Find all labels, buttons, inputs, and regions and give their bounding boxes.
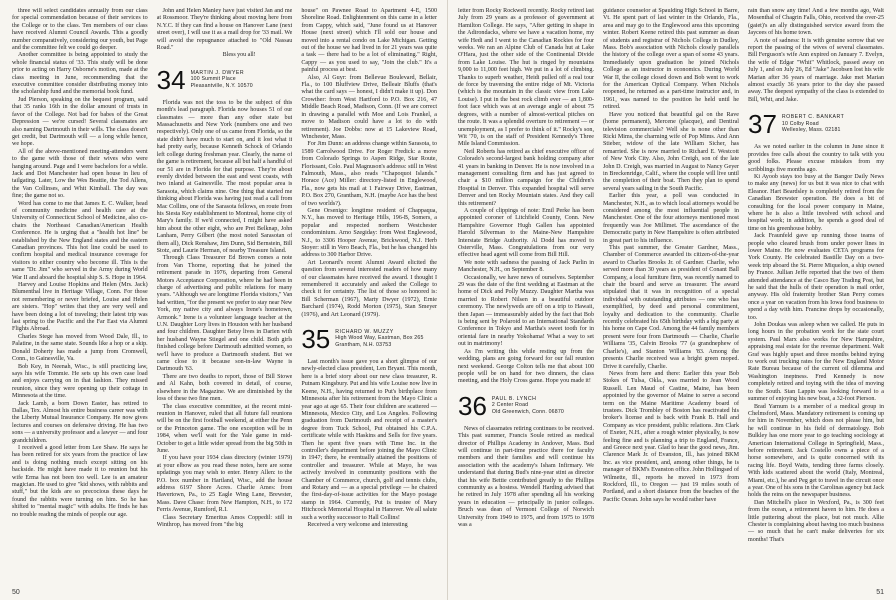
class-heading-37 xyxy=(748,109,884,140)
class-heading-35 xyxy=(301,324,437,355)
page-number: 50 xyxy=(12,589,20,596)
right-column-3 xyxy=(748,8,884,580)
address-line-2: Pleasantville, N.Y. 10570 xyxy=(190,82,253,89)
paragraph: three will select candidates annually from our class for special commendation because of their services to the College or to the class. Ten members of our class have received Alumni Council Awards. This a goodly number comparatively, considering our youth, but Page and the committee felt we could go deeper. xyxy=(12,8,148,52)
class-year-number: 35 xyxy=(301,324,331,355)
page-number: 51 xyxy=(876,589,884,596)
address-line-1: 100 Summit Place xyxy=(190,76,236,83)
paragraph: News of classmates retiring continues to be received. This past summer, Francis Soule retired as medical director of Phillips Academy in Andover, Mass. Bud will continue in part-time practice there for faculty members and their families and will continue his association with the academy's Isham Infirmary. We understand that during Bud's nine-year stint as director that his wife Bettie contributed greatly to the Phillips community as a hostess. Wendell Harding advised that he retired in July 1978 after spending all his working years in education — principally in junior colleges. Bruch was dean of Vermont College of Norwich University from 1949 to 1975, and from 1975 to 1978 was a xyxy=(458,425,594,528)
paragraph: Dan Mitchell's place in Wexford, Pa., is 300 feet from the ocean, a retirement haven to him. He does a little puttering about the place, but not much. Allie Chester is complaining about having too much business — so much that he can't make deliveries for six months! That's xyxy=(748,499,884,543)
paragraph: A note of sadness: It is with genuine sorrow that we report the passing of the wives of several classmates. Bill Ferguson's wife Ann expired on January 7. Evelyn, the wife of Edgar "Whit" Whitlock, passed away on July 1, and on July 26, Ed "Jake" Jacobsen lost his wife Marian after 36 years of marriage. Jake met Marian almost exactly 36 years prior to the day she passed away. The deepest sympathy of the class is extended to Bill, Whit, and Jake. xyxy=(748,37,884,103)
left-column-2 xyxy=(157,8,293,580)
paragraph: John and Helen Manley have just visited Jan and me at Rossmoor. They're thinking about moving here from N.Y.C. If they can find a house on Hanover Lane (next street over), I will use it as a mail drop for '33 mail. We will avoid the repugnance attached to "Old Nassau Road." xyxy=(156,8,293,52)
left-column-3 xyxy=(301,8,437,580)
class-secretary-address xyxy=(782,112,844,133)
secretary-name: RICHARD W. MUZZY xyxy=(335,329,394,336)
paragraph: Have you noticed that beautiful gal on the Rave (home permanent), Mercene (placque), and Dentiral television commercials? Well she is none other than Ricki Mims, the charming wife of Pop Mims. And Ann Stieber, widow of the late William Sicher, has remarried. She is now married to Richard E. Westcott of New York City. Also, John Creigh, son of the late John D. Creigh, was married in August to Nancy Geyer in Breckenridge, Calif., where the couple will live until the completion of their boat. Then they plan to spend several years sailing in the South Pacific. xyxy=(603,111,739,192)
address-line-1: 2 Center Road xyxy=(491,402,529,409)
paragraph: Art Leonard's recent Alumni Award elicited the question from several interested readers of how many of our classmates have received the award. I thought I remembered it accurately and asked the College to check it for certainty. The list of those so honored is: Bill Scherman (1967), Marty Dwyer (1972), Ernie Barchard (1974), Rodd Morton (1975), Stan Smeyer (1976), and Art Leonard (1979). xyxy=(301,259,438,318)
left-column-1 xyxy=(12,8,148,580)
paragraph: Charles Stege has moved from Wood Dale, Ill., to Palatine, in the same state. Sounds like a hop or a skip. Donald Doherty has made a jump from Cromwell, Conn., to Gainesville, Va. xyxy=(12,333,148,363)
right-column-1 xyxy=(458,8,594,580)
right-column-2 xyxy=(603,8,739,580)
address-line-1: High Wood Way, Eastman, Box 265 xyxy=(335,335,424,342)
paragraph: Jud Pierson, speaking on the bequest program, said that 35 ranks 16th in the dollar amount of trusts in favor of the College. Not bad for babes of the Great Depression — we're cursed! Several classmates are also naming Dartmouth in their wills. The class doesn't get credit, but Dartmouth will — a long while hence, we hope. xyxy=(12,96,148,148)
paragraph: There are two deaths to report, those of Bill Stowe and Al Kahn, both covered in detail, of course, elsewhere in the Magazine. We are diminished by the loss of these two fine men. xyxy=(156,373,293,403)
paragraph: The class executive committee, at the recent mini-reunion in Hanover, ruled that all future fall reunions will be on the first football weekend, at either the Penn or the Princeton game. The one exception will be in 1984, when we'll wait for the Yale game in mid-October to get a little wider spread from the big 50th in June. xyxy=(156,403,293,454)
paragraph: Earlier this year, a poll was conducted in Manchester, N.H., as to which local attorneys would be considered among the most influential people in Manchester. One of the four attorneys mentioned most frequently was Joe Millimet. The ascendance of the Democratic party in New Hampshire is often attributed in great part to his influence. xyxy=(603,193,739,244)
paragraph: Word has come to me that James E. C. Walker, head of community medicine and health care at the University of Connecticut School of Medicine, also co-chairs the Northeast Canadian/American Health Conference. He is urging that a "health hot line" be established by the New England states and the eastern Canadian provinces. This hot line could be used to confirm hospital and medical insurance coverage for visitors to either country who become ill. This is the same "Dr. Jim" who served in the Army during World War II and aboard the hospital ship S. S. Hope in 1964. xyxy=(12,200,148,281)
paragraph: Occasionally, we have news of ourselves. September 29 was the date of the first wedding at Eastman at the home of Dick and Polly Muzzy. Daughter Martha was married to Robert Nilsen in a beautiful outdoor ceremony. The newlyweds are off on a trip to Hawaii, then Japan — immeasurably aided by the fact that Bob is being sent by Polaroid to an International Standards Conference in Tokyo and Martha's sweet tooth for in oriental fare in nearby Yokohama! What a way to set out in matrimony! xyxy=(458,274,594,348)
paragraph: Ki Ayoob stays too busy at the Bangor Daily News to make any (news) for us but it was nice to chat with Eleanor. Hart Beardsley is completely retired from the Canadian Brewster operation. He does a bit of consulting for the local power company in Maine, where he is also a little involved with school and hospital work; in addition, he spends a good deal of time on his greenhouse hobby. xyxy=(748,173,884,232)
class-heading-34 xyxy=(156,64,293,95)
right-page-columns xyxy=(458,8,884,580)
class-secretary-address xyxy=(191,68,253,89)
paragraph: Florida was not the toss to be the subject of this month's lead paragraph. Florida now houses 51 of our classmates — more than any other state but Massachusetts and New York (numbers one and two respectively). Only one of us came from Florida, so the state didn't have much to start on, and it lost what it had pretty early, because Kenneth Schock of Orlando left college during freshman year. Clearly, the name of the game is retirement, because all but half a handful of our 51 are in Florida for that purpose. They're about evenly divided between the east and west coasts, with two inland at Gainesville. The most popular area is Sarasota, which claims nine. One thing that started me thinking about Florida was having just read a call from Mac Collins, one of the Sarasota fellows, en route from his Siesta Key establishment to Montreal, home city of Mary's family. If we'd connected, I might have asked him about the other eight, who are Pret Belknap, John Lanham, Perry Gilbert (the most noted Sarasotan of them all), Dick Renshaw, Jim Dunn, Sid Bernstein, Bill Stotz, and Laurie Herman, of nearby Treasure Island. xyxy=(156,99,293,254)
address-line-2: Old Greenwich, Conn. 06870 xyxy=(491,408,565,415)
paragraph: Jack Fraunfeld gave up running those teams of people who cleared brush from under power lines in lower Maine. He now evaluates CETA programs for York County. He celebrated Bastille Day on a two-week trip aboard the St. Pierre Miquelon, a ship owned by France. Jullian Jeffe reported that the two of them attended attendance at the Casco Bay Trading Post, but he said that the hulls of their operation is mail order, anyway. His old fraternity brother Stan Perry comes once a year on vacation from his Iowa food business to spend a day with him. Francine drops by occasionally, too. xyxy=(748,233,884,321)
address-line-1: 10 Colby Road xyxy=(781,120,819,127)
paragraph: house" on Pawnee Road to Apartment 4-E, 1500 Shoreline Road. Enlightenment on this came in a letter from Cappy, which said, "June found us at Hanover House (next street) which I'll sold our house and moved into a rental condo on Lake Michigan. Getting out of the house we had lived in for 21 years was quite a task — there had to be a lot of eliminating." Right, Cappy — as you used to say, "Join the club." It's a painful process at best. xyxy=(301,8,438,74)
left-page-columns xyxy=(12,8,437,580)
right-page xyxy=(448,0,896,600)
paragraph: Brad Yarnum is a member of a medical group in Chelmsford, Mass. Mandatory retirement is coming up for him in November, which does not please him, but he will continue in his field of dermatology. Bob Bulkley has one more year to go teaching sociology at American International College in Springfield, Mass., before retirement. Jack Costello owns a piece of a horse somewhere, and is quite concerned with its racing life. Boyd Watts, tending three farms closely. With kids scattered about the world (Italy, Montreal, Miami, etc.), he and Peg get to travel in the circuit once a year. One of his sons in the Carolinas agency but Jack holds the reins on the newspaper business. xyxy=(748,403,884,499)
paragraph: letter from Rocky Rockwell recently. Rocky retired last July from 29 years as a professor of government at Hamilton College. He says, "After getting in shape in the Adirondacks, where we have a vacation home, my wife Hedi and I went to the Canadian Rockies for four weeks. We ran an Alpine Club of Canada hut at Lake O'Hara, just the other side of the Continental Divide from Lake Louise. The hut is ringed by mountains 9,000 to 11,000 feet high. We put in a lot of climbing. Thanks to superb weather, Heidi pulled off a real tour de force by traversing the entire ridge of Mt. Victoria (which is the mountain in the classic view from Lake Louise). I put in the best rock climb ever — an 1,800-foot face which was at an average angle of about 75 degrees, with a number of almost-vertical pitches on the route. It was a splendid overture to retirement — or unemployment, as I prefer to think of it." Rocky's son, Wit '70, is on the staff of President Kennedy's Three Mile Island Commission. xyxy=(458,8,594,148)
paragraph: Harvey and Louise Hopkins and Helen (Mrs. Jack) Blumenthal live in Heritage Village, Conn. For those not remembering or never briefed, Louise and Helen are sisters. "Hop" writes that they are very well and have been doing a lot of traveling; their latest trip was last spring to the Pacific and the Far East via Alumni Flights Abroad. xyxy=(12,282,148,333)
paragraph: Neil Roberts has retired as chief executive officer of Colorado's second-largest bank holding company after 41 years in banking in Denver. He is now involved in a management consulting firm and has just agreed to chair a $10 million campaign for the Children's Hospital in Denver. This expanded hospital will serve Denver and ten Rocky Mountain states. And they call this retirement? xyxy=(458,148,594,207)
class-secretary-address xyxy=(335,327,423,348)
secretary-name: PAUL B. LYNCH xyxy=(491,395,537,402)
paragraph: For Jim Dunn: an address change within Sarasota, to 1589 Carrolwood Drive. For Roger Fredick: a move from Colorado Springs to Aspen Ridge, Star Route, Florissant, Colo. Paul Magnuson's address: still in West Falmouth, Mass., also reads "Chapoquoi Islands." Horace (Ace) Miller: directory-listed in Englewood, Fla., now gets his mail at 1 Fairway Drive, Eastman, P.O. Box 270, Grantham, N.H. (maybe Ace has the best of two worlds?). xyxy=(301,141,438,207)
paragraph: John Doukas was asleep when we called. He puts in long hours in the probation work for the state court system. Paul Marx also works for New Hampshire, appraising real estate for the revenue department. Walt Graf was highly upset and three months behind trying to work out trucking rates for the New England Motor Rate Bureau because of the current oil dilemma and Washington ineptness. Fred Kennedy is now completely retired and toying with the idea of moving to the South. Stan Lappin was looking forward to a summer of enjoying his new boat, a 32-foot Pierson. xyxy=(748,322,884,403)
paragraph: A couple of clippings of note: Emil Perke has been appointed coroner of Litchfield County, Conn. New Hampshire Governor Hugh Gallen has appointed Harold Silverman to the Maine-New Hampshire Interstate Bridge Authority. Al Dodd has moved to Osterville, Mass. Congratulations from our very effective head agent will come from Bill Hill. xyxy=(458,207,594,259)
paragraph: News from here and there: Earlier this year Bob Stokes of Tulsa, Okla., was married to Jean Wood Russell. Len Maud of Castine, Maine, has been appointed by the governor of Maine to serve a second term on the Maine Maritime Academy board of trustees. Dick Trombley of Boston has reactivated his broker's license and is back with Frank B. Hall and Company as vice president, public relations. Jim Clark of Exeter, N.H., after a rough winter physically, is now feeling fine and is planning a trip to England, France, and Greece next year. Glad to hear the good news, Jim. Clarence Mark Jr. of Evanston, Ill., has joined BKM Inc. as vice president, and, among other things, he is manager of BKM's Evanston office. John Hollingsed of Wilmette, Ill., reports he moved in 1973 from Rockford, Ill., to Oregon — just 19 miles south of Portland, and a short distance from the beaches of the Pacific Ocean. John says he would rather have xyxy=(603,370,739,503)
paragraph: This past summer, the Greater Gardner, Mass., Chamber of Commerce awarded its citizen-of-the-year award to Charles Brooks Jr. of Gardner. Charlie, who served more than 30 years as president of Conant Ball Company, a local furniture firm, was recently named to chair the board and serve as treasurer. The award stipulated that it was in recognition of a special individual with outstanding attributes — one who has exemplified, by deed and personal commitment, loyalty and dedication to the community. Charlie recently celebrated his 65th birthday with a big party at his home on Cape Cod. Among the 44 family members present were four from Dartmouth — Charlie, Charlie Williams '35, Calvin Brooks '77 (a grandnephew of Charlie's), and Stanton Williams '83. Among the presents Charlie received was a bright green moped. Drive it carefully, Charlie. xyxy=(603,245,739,370)
paragraph: Gene Orsenigo: longtime resident of Chappaqua, N.Y., has moved to Heritage Hills, 196-B, Somers, a popular and respected northern Westchester condominium. Arno Szegiday: from West Englewood, N.J., to 3306 Hooper Avenue, Brickwood, N.J. Herb Stoyer: still in Vero Beach, Fla., but he has changed his address to 300 Harbor Drive. xyxy=(301,207,438,259)
paragraph: Another committee is being appointed to study the whole financial status of '33. This study will be done prior to acting on Harry Osborne's motion, made at the class meeting in June, recommending that the executive committee consider distributing money into the scholarship fund and the memorial book fund. xyxy=(12,52,148,96)
address-line-2: Wellesley, Mass. 02181 xyxy=(781,127,841,134)
class-year-number: 36 xyxy=(458,390,487,421)
paragraph: As we noted earlier in the column in June since it provides free calls about the country to talk with you good folks. Please excuse mistakes from my scribblings five months ago. xyxy=(748,144,884,173)
paragraph: As I'm writing this while resting up from the wedding, plans are going forward for our fall reunion next weekend. George Colton tells me that about 100 people will be on hand for two dinners, the class meeting, and the Holy Cross game. Hope you made it! xyxy=(458,348,594,385)
secretary-name: ROBERT C. BANKART xyxy=(781,114,845,121)
paragraph: Also, Al Guyr: from Bellevue Boulevard, Bellair, Fla., to 100 Bluffview Drive, Belleair Bluffs (that's what the card says — honest, I didn't make it up). Don Crowther: from West Hartford to P.O. Box 216, 47 Middle Beach Road, Madison, Conn. (If we are correct in drawing a parallel with Moe and Lois Frankel, a move to Madison could have a lot to do with retirement). Joe Dobbs: now at 15 Lakeview Road, Winchester, Mass. xyxy=(301,74,438,140)
class-year-number: 37 xyxy=(748,109,777,140)
paragraph: Jack Lamb, a born Down Easter, has retired to Dallas, Tex. Almost his entire business career was with the Liberty Mutual Insurance Company. He now gives lectures and courses on defensive driving. He has two sons — a university professor and a lawyer — and four grandchildren. xyxy=(12,400,148,444)
paragraph: I received a good letter from Lee Shaw. He says he has been retired for six years from the practice of law and is doing nothing much except sitting on his backside. He might have made it to reunion but his wife Erma has not been too well. Lee is an amateur magician. He used to give "kid shows, with rabbits and stuff," but the kids are so precocious these days he found the rabbits were turning on him. So he has shifted to "mental magic" with adults. He finds he has no trouble reading the minds of people our age. xyxy=(12,444,148,518)
paragraph: Class Secretary Emeritus Amos Coppedil: still in Winthrop, has moved from "the big xyxy=(156,514,293,528)
secretary-name: MARTIN J. DWYER xyxy=(190,69,245,76)
address-line-2: Grantham, N.H. 03753 xyxy=(335,341,392,348)
paragraph: All of the above-mentioned meeting-attenders went to the game with those of their wives who were hanging around. Page and I were bachelors for a while. Jack and Dot Manchester had open house in lieu of tailgating. Later, Low the Wes Beattie, the Tod Allens, the Van Collinses, and Whit Kimball. The day was fine; the game not so. xyxy=(12,148,148,200)
paragraph: Bob Key, in Neenah, Wisc., is still practicing law, says his wife Tommie. He sets up his own case load and enjoys carrying on in that fashion. They missed reunion, since they were opening up their cottage in Minnesota at the time. xyxy=(12,363,148,400)
paragraph: Through Class Treasurer Ed Brown comes a note from Van Thorne, reporting that he joined the retirement parade in 1976, departing from General Motors Acceptance Corporation, where he had been in charge of advertising and public relations for many years. "Although we are longtime Florida visitors," Van had written, "for the present we prefer to stay near New York, my native city and always Irene's hometown, Armonk." Irene is a volunteer language teacher at the U.N. Daughter Lory lives in Houston with her husband and four children. Daughter Betsy lives in Darien with her husband Wayne Stiegel and one child. Both girls finished college before Dartmouth admitted women, so we'll have to produce a Dartmouth student. But we came close to it because son-in-law Wayne is Dartmouth '63. xyxy=(156,255,293,373)
paragraph: Received a very welcome and interesting xyxy=(307,522,408,528)
paragraph: rain than snow any time! And a few months ago, Walt Mosenthal of Chagrin Falls, Ohio, received the over-25 (gaiet)'s an ally distinguished service award from the Jaycees of his home town. xyxy=(748,8,884,37)
paragraph: guidance counselor at Spaulding High School in Barre, Vt. He spent part of last winter in the Orlando, Fla., area and may go to the Englewood area this upcoming winter. Robert Keene retired this past summer as dean of students and registrar of Nichols College in Dudley, Mass. Bob's association with Nichols closely parallels the history of the college over a span of some 43 years. Immediately upon graduation he joined Nichols College as an instructor in economics. During World War II, the college closed down and Bob went to work for the American Optical Company. When Nichols reopened, he returned as a part-time instructor and, in 1961, was named to the position he held until he retired. xyxy=(603,8,739,111)
paragraph: Last month's issue gave you a short glimpse of our newly-elected class president, Len Bryant. This month, here is a brief story about our new class treasurer, R. Putnam Kingsbury. Put and his wife Louise now live in Keene, N.H., having returned to Put's birthplace from Minnesota after his retirement from the Mayo Clinic a year ago at age 65. Their four children are scattered — Minnesota, Mexico City, and Los Angeles. Following graduation from Dartmouth and receipt of a master's degree from Tuck School, Put obtained his C.P.A. certificate while with Haskins and Sells for five years. Then he spent five years with Time Inc. in the controller's department before joining the Mayo Clinic in 1947; there, he eventually attained the positions of controller and treasurer. While at Mayo, he was actively involved in community positions with the Chamber of Commerce, church, golf and tennis clubs, and Rotary and — as a special privilege — he chaired the first-day-of-issue activities for the Mayo postage stamp in 1964. Currently, Put is trustee of Mary Hitchcock Memorial Hospital in Hanover. We all salute such a worthy successor to Hall Collins! xyxy=(301,359,438,521)
class-year-number: 34 xyxy=(156,64,186,95)
class-heading-36 xyxy=(458,390,594,421)
column-signoff: Bless you all! xyxy=(222,52,256,59)
paragraph: If you have your 1934 class directory (winter 1979) at your elbow as you read these notes, here are some updatings you may wish to enter. Henry Allen: to the P.O. box number in Hartland, Wisc., add the house address 6197 Shore Acres. Charlie Ames: from Havertown, Pa., to 25 Eagle Wing Lane, Brewster, Mass. Dave Chase: from New Hampton, N.H., to 172 Ferris Avenue, Rumford, R.I. xyxy=(156,455,293,514)
paragraph: We note with sadness the passing of Jack Parlin in Manchester, N.H., on September 8. xyxy=(458,259,594,274)
class-secretary-address xyxy=(492,394,564,415)
